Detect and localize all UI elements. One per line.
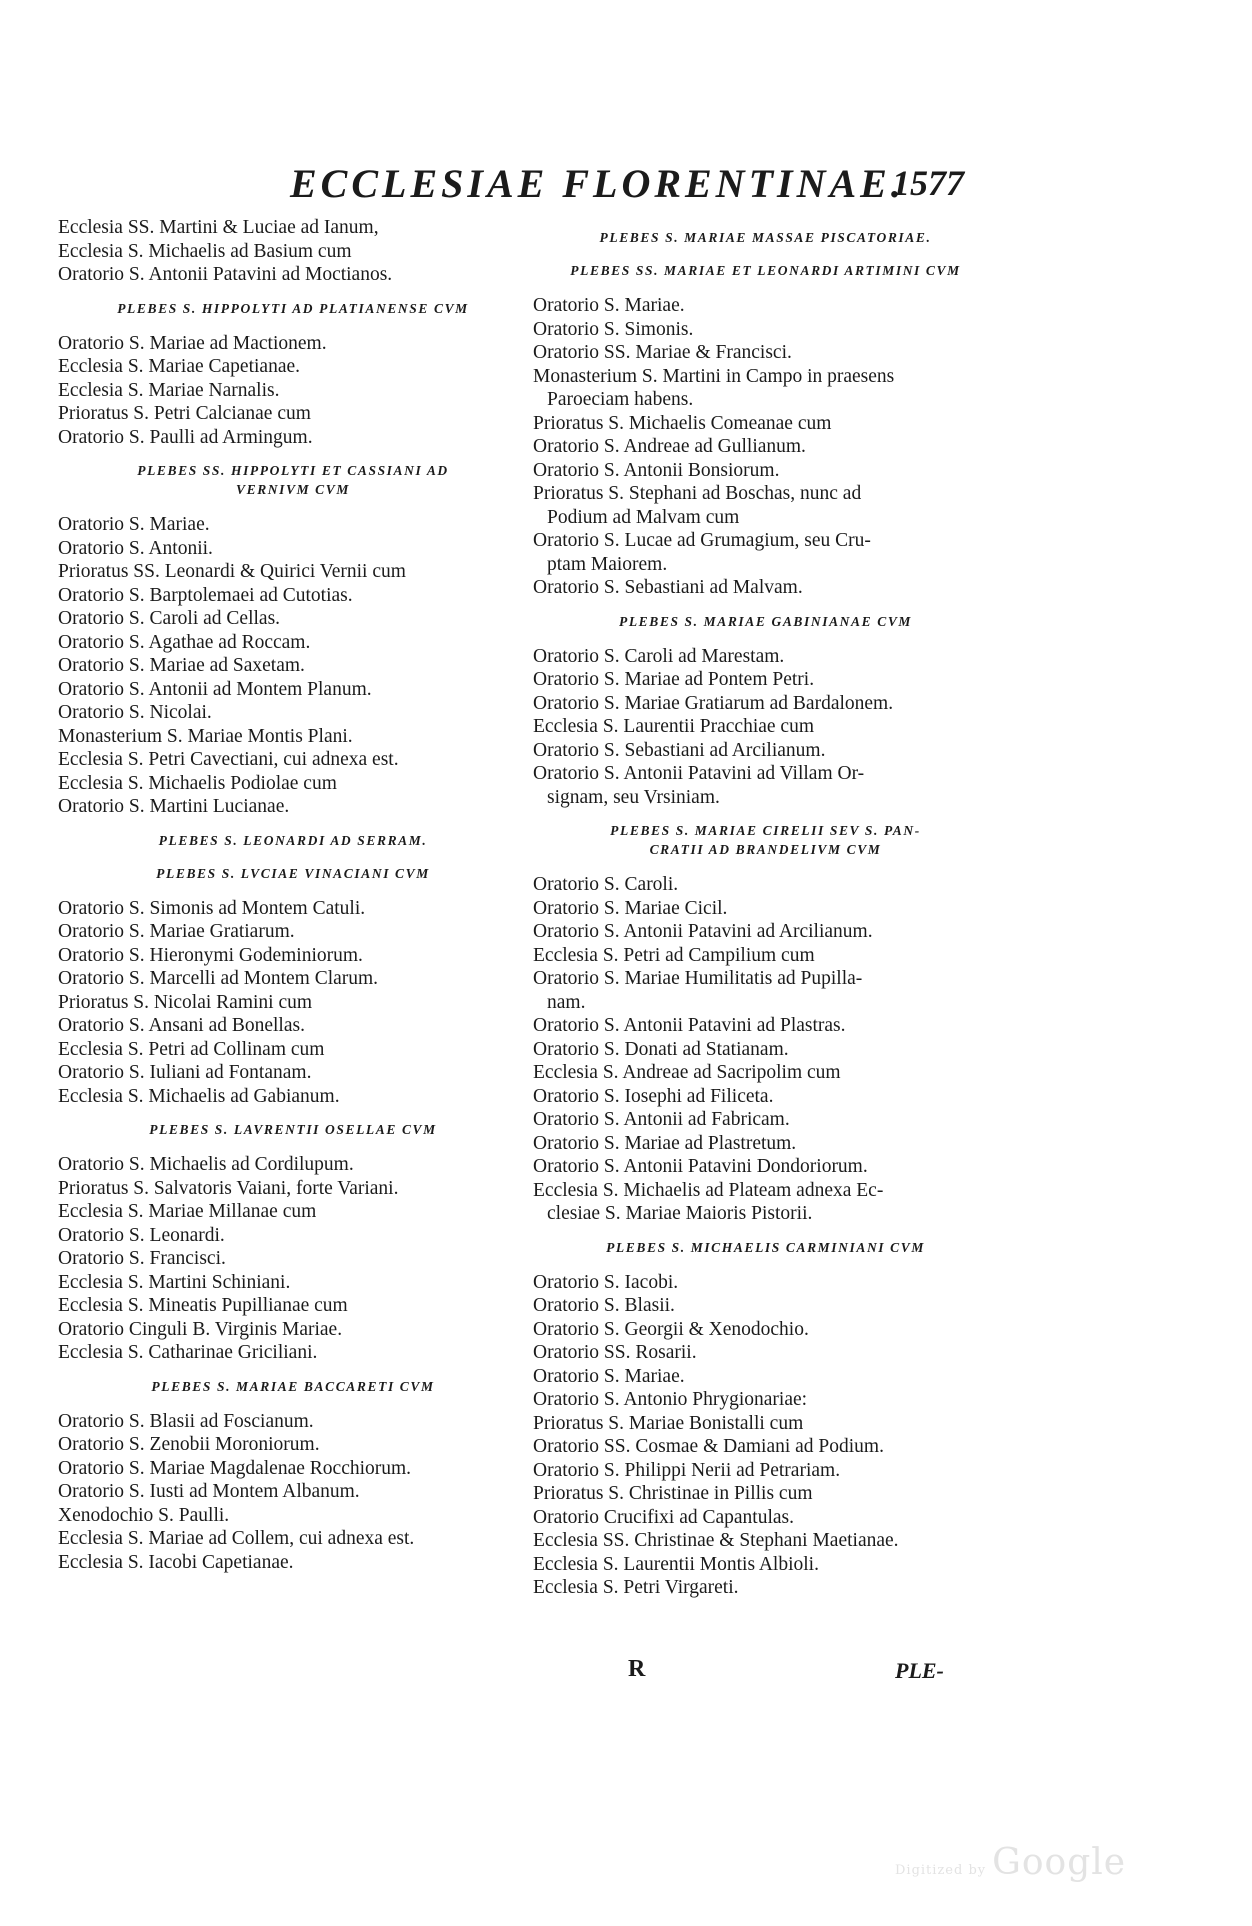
- parish-heading: [58, 831, 528, 850]
- page-number: 1577: [892, 163, 964, 203]
- church-entry: Ecclesia S. Laurentii Montis Albioli.: [533, 1553, 819, 1575]
- church-entry: Oratorio S. Mariae.: [533, 1365, 685, 1387]
- church-entry: Oratorio S. Marcelli ad Montem Clarum.: [58, 968, 379, 989]
- church-entry: Oratorio S. Philippi Nerii ad Petrariam.: [533, 1459, 841, 1481]
- church-entry: Oratorio S. Francisci.: [58, 1248, 226, 1269]
- church-entry: Oratorio S. Blasii.: [533, 1295, 675, 1316]
- church-entry: Oratorio S. Caroli.: [533, 874, 679, 895]
- parish-heading: [533, 1238, 998, 1257]
- church-entry: Oratorio S. Iuliani ad Fontanam.: [58, 1062, 312, 1083]
- signature-mark: R: [628, 1656, 646, 1682]
- church-entry: Prioratus SS. Leonardi & Quirici Vernii cum: [58, 561, 406, 582]
- church-entry: Xenodochio S. Paulli.: [58, 1504, 230, 1526]
- church-entry: Oratorio Crucifixi ad Capantulas.: [533, 1506, 795, 1528]
- page-footer: [0, 1656, 1252, 1696]
- church-entry: Oratorio S. Lucae ad Grumagium, seu Cru-: [533, 530, 871, 551]
- church-entry: Prioratus S. Nicolai Ramini cum: [58, 991, 313, 1013]
- church-entry: Monasterium S. Mariae Montis Plani.: [58, 725, 353, 747]
- church-entry: Ecclesia SS. Martini & Luciae ad Ianum,: [58, 217, 379, 238]
- church-entry: Oratorio S. Antonii Patavini Dondoriorum.: [533, 1156, 868, 1177]
- church-entry: Oratorio S. Antonii Patavini ad Plastras.: [533, 1015, 846, 1036]
- page-title: ECCLESIAE FLORENTINAE.: [290, 161, 905, 206]
- church-entry: Ecclesia S. Michaelis ad Plateam adnexa Ec-: [533, 1179, 884, 1201]
- church-entry: Oratorio S. Mariae Magdalenae Rocchiorum.: [58, 1457, 412, 1479]
- church-entry: Oratorio SS. Cosmae & Damiani ad Podium.: [533, 1436, 884, 1457]
- church-entry: Ecclesia S. Mariae Capetianae.: [58, 356, 301, 377]
- church-entry: Ecclesia S. Mineatis Pupillianae cum: [58, 1295, 348, 1316]
- church-entry: Oratorio S. Sebastiani ad Arcilianum.: [533, 739, 826, 761]
- church-entry: Ecclesia S. Michaelis ad Gabianum.: [58, 1085, 340, 1107]
- church-entry: Oratorio S. Mariae Gratiarum.: [58, 921, 295, 942]
- parish-heading-continuation: VERNIVM CVM: [235, 482, 350, 497]
- church-entry: Oratorio S. Mariae Gratiarum ad Bardalonem.: [533, 692, 894, 714]
- church-entry: Oratorio S. Mariae.: [58, 514, 210, 535]
- parish-heading: [58, 461, 528, 499]
- parish-heading: [533, 228, 998, 247]
- church-entry: Ecclesia S. Mariae Narnalis.: [58, 379, 280, 401]
- catchword: PLE-: [895, 1658, 944, 1683]
- church-entry: Oratorio S. Mariae ad Plastretum.: [533, 1132, 797, 1154]
- church-entry: Oratorio S. Barptolemaei ad Cutotias.: [58, 584, 353, 606]
- entry-continuation: clesiae S. Mariae Maioris Pistorii.: [547, 1203, 813, 1224]
- church-entry: Oratorio Cinguli B. Virginis Mariae.: [58, 1318, 343, 1340]
- church-entry: Oratorio S. Agathae ad Roccam.: [58, 631, 311, 653]
- church-entry: Oratorio S. Antonii Patavini ad Moctianos.: [58, 264, 393, 285]
- church-entry: Prioratus S. Salvatoris Vaiani, forte Variani.: [58, 1177, 399, 1199]
- parish-heading-text: PLEBES S. MARIAE GABINIANAE CVM: [618, 613, 913, 629]
- parish-heading: [58, 1120, 528, 1139]
- church-entry: Ecclesia S. Michaelis ad Basium cum: [58, 240, 352, 262]
- church-entry: Ecclesia S. Mariae Millanae cum: [58, 1201, 317, 1222]
- church-entry: Oratorio S. Mariae Humilitatis ad Pupilla-: [533, 968, 863, 989]
- parish-heading-text: PLEBES S. LEONARDI AD SERRAM.: [158, 832, 428, 848]
- parish-heading-text: PLEBES S. MARIAE MASSAE PISCATORIAE.: [599, 230, 932, 245]
- church-entry: Oratorio S. Nicolai.: [58, 702, 212, 723]
- church-entry: Ecclesia SS. Christinae & Stephani Maetianae.: [533, 1530, 899, 1551]
- parish-heading-text: PLEBES SS. HIPPOLYTI ET CASSIANI AD: [137, 463, 449, 478]
- parish-heading: [533, 612, 998, 631]
- church-entry: Monasterium S. Martini in Campo in praesens: [533, 365, 895, 387]
- church-entry: Prioratus S. Michaelis Comeanae cum: [533, 412, 832, 434]
- church-entry: Oratorio S. Paulli ad Armingum.: [58, 426, 313, 448]
- watermark-prefix: Digitized by: [895, 1863, 987, 1878]
- church-entry: Oratorio S. Antonii Patavini ad Arcilianum.: [533, 921, 873, 942]
- church-entry: Oratorio S. Andreae ad Gullianum.: [533, 436, 806, 457]
- church-entry: Oratorio S. Mariae.: [533, 295, 685, 316]
- church-entry: Oratorio S. Simonis.: [533, 318, 694, 340]
- church-entry: Ecclesia S. Petri Cavectiani, cui adnexa est.: [58, 749, 399, 770]
- church-entry: Ecclesia S. Mariae ad Collem, cui adnexa est.: [58, 1528, 415, 1549]
- church-entry: Oratorio S. Antonii ad Fabricam.: [533, 1109, 790, 1130]
- church-entry: Ecclesia S. Andreae ad Sacripolim cum: [533, 1062, 841, 1083]
- church-entry: Oratorio S. Mariae Cicil.: [533, 897, 728, 919]
- church-entry: Ecclesia S. Petri ad Collinam cum: [58, 1038, 325, 1060]
- church-entry: Oratorio S. Hieronymi Godeminiorum.: [58, 944, 363, 966]
- parish-heading: [58, 1377, 528, 1396]
- church-entry: Ecclesia S. Petri Virgareti.: [533, 1577, 739, 1598]
- parish-heading-text: PLEBES S. HIPPOLYTI AD PLATIANENSE CVM: [117, 300, 469, 316]
- parish-heading-text: PLEBES S. MARIAE CIRELII SEV S. PAN-: [610, 823, 921, 838]
- church-entry: Oratorio SS. Rosarii.: [533, 1342, 697, 1363]
- church-entry: Oratorio S. Michaelis ad Cordilupum.: [58, 1154, 354, 1175]
- church-entry: Oratorio S. Sebastiani ad Malvam.: [533, 577, 803, 598]
- church-entry: Ecclesia S. Catharinae Griciliani.: [58, 1342, 318, 1363]
- church-entry: Oratorio S. Antonii ad Montem Planum.: [58, 678, 372, 700]
- church-entry: Oratorio S. Iosephi ad Filiceta.: [533, 1085, 774, 1107]
- church-entry: Prioratus S. Petri Calcianae cum: [58, 403, 311, 424]
- watermark-brand: Google: [992, 1842, 1127, 1883]
- church-entry: Ecclesia S. Martini Schiniani.: [58, 1271, 291, 1293]
- church-entry: Oratorio S. Caroli ad Cellas.: [58, 608, 281, 629]
- church-entry: Oratorio S. Iusti ad Montem Albanum.: [58, 1481, 360, 1502]
- church-entry: Ecclesia S. Petri ad Campilium cum: [533, 944, 815, 966]
- parish-heading: [533, 821, 998, 859]
- church-entry: Oratorio S. Leonardi.: [58, 1224, 225, 1246]
- church-entry: Oratorio S. Antonii Patavini ad Villam Or-: [533, 763, 865, 784]
- church-entry: Oratorio S. Antonio Phrygionariae:: [533, 1389, 808, 1410]
- parish-heading: [533, 261, 998, 280]
- parish-heading-continuation: CRATII AD BRANDELIVM CVM: [649, 842, 882, 857]
- church-entry: Ecclesia S. Michaelis Podiolae cum: [58, 772, 337, 794]
- church-entry: Oratorio S. Donati ad Statianam.: [533, 1038, 789, 1060]
- entry-continuation: Paroeciam habens.: [547, 389, 694, 410]
- entry-continuation: signam, seu Vrsiniam.: [547, 786, 720, 808]
- church-entry: Oratorio S. Caroli ad Marestam.: [533, 645, 785, 667]
- church-entry: Oratorio S. Antonii.: [58, 537, 213, 559]
- church-entry: Oratorio S. Zenobii Moroniorum.: [58, 1434, 320, 1455]
- church-entry: Oratorio S. Antonii Bonsiorum.: [533, 459, 780, 481]
- church-entry: Ecclesia S. Iacobi Capetianae.: [58, 1551, 294, 1573]
- entry-continuation: Podium ad Malvam cum: [547, 506, 740, 528]
- church-entry: Oratorio SS. Mariae & Francisci.: [533, 342, 792, 363]
- parish-heading-text: PLEBES SS. MARIAE ET LEONARDI ARTIMINI CVM: [570, 263, 961, 278]
- page-header: [0, 160, 1252, 220]
- church-entry: Prioratus S. Mariae Bonistalli cum: [533, 1412, 804, 1434]
- church-entry: Oratorio S. Blasii ad Foscianum.: [58, 1410, 314, 1432]
- right-column: [533, 216, 998, 1600]
- parish-heading-text: PLEBES S. MICHAELIS CARMINIANI CVM: [606, 1239, 925, 1255]
- church-entry: Oratorio S. Mariae ad Pontem Petri.: [533, 669, 815, 690]
- entry-continuation: ptam Maiorem.: [547, 553, 668, 575]
- church-entry: Oratorio S. Georgii & Xenodochio.: [533, 1318, 809, 1340]
- church-entry: Oratorio S. Iacobi.: [533, 1271, 679, 1293]
- church-entry: Prioratus S. Stephani ad Boschas, nunc ad: [533, 483, 862, 504]
- church-entry: Prioratus S. Christinae in Pillis cum: [533, 1483, 813, 1504]
- church-entry: Oratorio S. Simonis ad Montem Catuli.: [58, 897, 366, 919]
- left-column: [58, 216, 528, 1574]
- parish-heading-text: PLEBES S. LVCIAE VINACIANI CVM: [156, 865, 430, 881]
- church-entry: Oratorio S. Ansani ad Bonellas.: [58, 1015, 305, 1036]
- parish-heading-text: PLEBES S. LAVRENTII OSELLAE CVM: [149, 1122, 437, 1137]
- church-entry: Oratorio S. Mariae ad Mactionem.: [58, 332, 327, 354]
- parish-heading: [58, 299, 528, 318]
- church-entry: Oratorio S. Mariae ad Saxetam.: [58, 655, 305, 676]
- church-entry: Oratorio S. Martini Lucianae.: [58, 796, 290, 817]
- digitization-watermark: [895, 1842, 1126, 1883]
- parish-heading: [58, 864, 528, 883]
- church-entry: Ecclesia S. Laurentii Pracchiae cum: [533, 716, 814, 737]
- parish-heading-text: PLEBES S. MARIAE BACCARETI CVM: [151, 1378, 435, 1394]
- entry-continuation: nam.: [547, 991, 586, 1013]
